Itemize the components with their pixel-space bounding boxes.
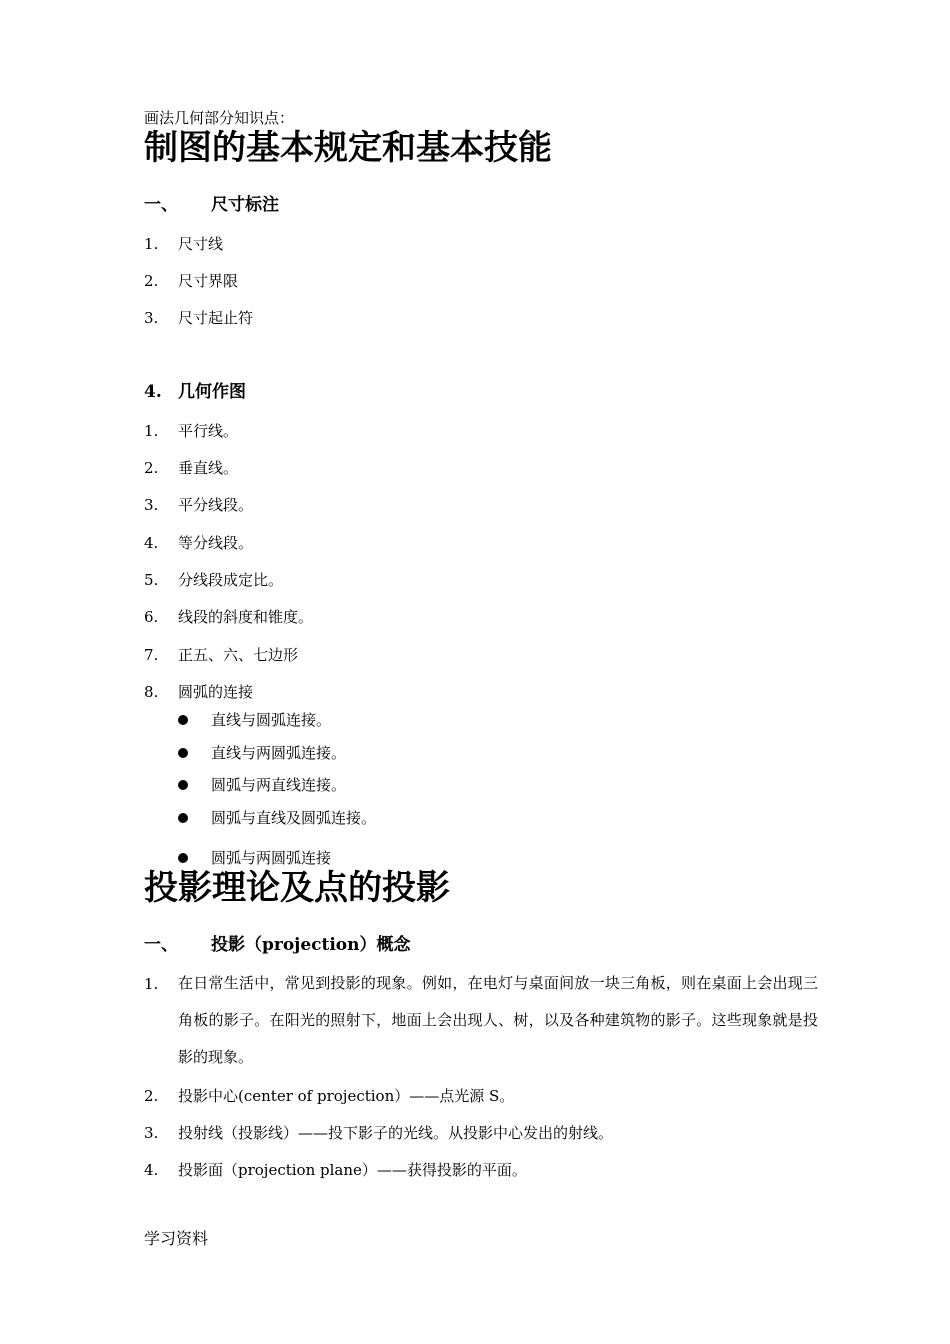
bullet-dot-icon <box>178 853 188 863</box>
list-item-number: 4. <box>144 534 159 552</box>
list-item-number: 3. <box>144 309 159 327</box>
list-item-text: 投射线（投影线）——投下影子的光线。从投影中心发出的射线。 <box>178 1124 614 1142</box>
bullet-dot-icon <box>178 748 188 758</box>
list-item-number: 1. <box>144 975 159 993</box>
subheading-dimensioning <box>144 194 544 216</box>
bullet-item-text: 圆弧与两直线连接。 <box>211 776 347 794</box>
list-item <box>144 1160 794 1180</box>
bullet-item-text: 圆弧与两圆弧连接 <box>211 849 332 867</box>
section-title-projection-theory: 投影理论及点的投影 <box>144 868 450 908</box>
bullet-item <box>178 710 578 730</box>
list-item-number: 2. <box>144 272 159 290</box>
list-item-number: 5. <box>144 571 159 589</box>
list-item <box>144 607 544 627</box>
list-item-number: 3. <box>144 1124 159 1142</box>
subheading-projection-concept <box>144 934 644 956</box>
subheading-number: 一、 <box>144 195 178 215</box>
list-item-number: 2. <box>144 1087 159 1105</box>
list-item-number: 7. <box>144 646 159 664</box>
bullet-item <box>178 848 578 868</box>
list-item-number: 2. <box>144 459 159 477</box>
bullet-dot-icon <box>178 813 188 823</box>
document-pretitle: 画法几何部分知识点： <box>144 109 295 127</box>
list-item-text: 尺寸起止符 <box>178 309 254 327</box>
list-item <box>144 645 544 665</box>
list-item <box>144 533 544 553</box>
list-item-number: 1. <box>144 422 159 440</box>
list-item <box>144 1123 794 1143</box>
section-title-drawing-basics: 制图的基本规定和基本技能 <box>144 128 552 168</box>
subheading-label: 几何作图 <box>178 382 246 402</box>
list-item-text: 尺寸界限 <box>178 272 239 290</box>
list-item <box>144 421 544 441</box>
bullet-item <box>178 808 578 828</box>
list-item <box>144 234 544 254</box>
list-item-text: 投影中心(center of projection）——点光源 S。 <box>178 1087 515 1105</box>
list-item-number: 4. <box>144 1161 159 1179</box>
bullet-item <box>178 775 578 795</box>
list-item-text: 分线段成定比。 <box>178 571 284 589</box>
list-item <box>144 458 544 478</box>
bullet-item <box>178 743 578 763</box>
bullet-dot-icon <box>178 780 188 790</box>
subheading-number: 4. <box>144 382 162 402</box>
list-item <box>144 682 544 702</box>
bullet-dot-icon <box>178 715 188 725</box>
paragraph-projection-phenomenon: 在日常生活中，常见到投影的现象。例如，在电灯与桌面间放一块三角板，则在桌面上会出现三角板的影子。在阳光的照射下，地面上会出现人、树，以及各种建筑物的影子。这些现象就是投影的现象。 <box>178 974 818 1066</box>
subheading-number: 一、 <box>144 935 178 955</box>
list-item-number: 6. <box>144 608 159 626</box>
subheading-label: 投影（projection）概念 <box>211 935 411 955</box>
list-item <box>144 570 544 590</box>
list-item-text: 尺寸线 <box>178 235 224 253</box>
list-item <box>144 495 544 515</box>
bullet-item-text: 直线与两圆弧连接。 <box>211 744 347 762</box>
list-item-text: 投影面（projection plane）——获得投影的平面。 <box>178 1161 527 1179</box>
bullet-item-text: 圆弧与直线及圆弧连接。 <box>211 809 377 827</box>
list-item-number: 3. <box>144 496 159 514</box>
list-item-text: 正五、六、七边形 <box>178 646 299 664</box>
list-item-text: 圆弧的连接 <box>178 683 254 701</box>
list-item <box>144 271 544 291</box>
list-item-text: 垂直线。 <box>178 459 239 477</box>
list-item-text: 等分线段。 <box>178 534 254 552</box>
list-item-number: 1. <box>144 235 159 253</box>
bullet-item-text: 直线与圆弧连接。 <box>211 711 332 729</box>
list-item-text: 线段的斜度和锥度。 <box>178 608 314 626</box>
subheading-geometric-drawing <box>144 381 544 403</box>
list-item-number: 8. <box>144 683 159 701</box>
subheading-label: 尺寸标注 <box>211 195 279 215</box>
list-item-text: 平分线段。 <box>178 496 254 514</box>
list-item-text: 平行线。 <box>178 422 239 440</box>
list-item <box>144 308 544 328</box>
page-footer: 学习资料 <box>144 1229 209 1248</box>
list-item <box>144 1086 794 1106</box>
